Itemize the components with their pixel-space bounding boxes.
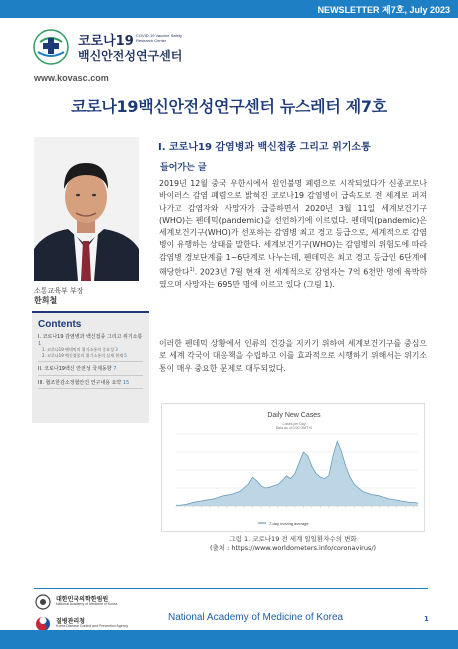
toc-page-number: 15	[122, 379, 130, 386]
toc-item[interactable]	[38, 334, 143, 362]
footnote-marker[interactable]: 1)	[189, 267, 195, 274]
center-logo	[32, 26, 222, 72]
paragraph-text: 2019년 12월 중국 우한시에서 원인불명 폐렴으로 시작되었다가 신종코로나바이러스 감염 폐렴으로 밝혀진 코로나19 감염병이 급속도로 전 세계로 퍼져나가고 감염자와 사망자가 급증하면서 2020년 3월 11일 세계보건기구(WHO)는 펜데믹(pandemic)을 선언하기에 이르렀다. 펜데믹(pandemic)은 세계보건기구(WHO)가 선포하는 감염병 최고 경고 등급으로, 세계적으로 감염병이 유행하는 상태를 말한다. 세계보건기구(WHO)는 감염병의 위험도에 따라 감염병 경보단계를 1~6단계로 나누는데, 펜데믹은 최고 경고 등급인 6단계에 해당한다	[159, 179, 427, 277]
logo-name-line1: 코로나19	[78, 34, 134, 49]
toc-page-number: 5	[124, 353, 127, 358]
chart-plot-area	[176, 441, 418, 506]
toc-subitem-label: 2. 코로나19 백신접종의 위기소통의 실제 현재	[42, 353, 123, 358]
page-title: 코로나19백신안전성연구센터 뉴스레터 제7호	[71, 97, 387, 116]
intro-subhead: 들어가는 글	[160, 163, 207, 173]
figure-caption	[158, 535, 428, 553]
footer-academy-name: National Academy of Medicine of Korea	[168, 612, 344, 623]
figure-caption-source[interactable]: (출처 : https://www.worldometers.info/coronavirus/)	[209, 544, 377, 552]
top-banner	[0, 0, 458, 18]
toc-item-label: II. 코로나19백신 안전성 국제동향	[38, 366, 112, 372]
chart-svg	[162, 404, 426, 533]
toc-page-number: 3	[115, 347, 118, 352]
toc-page-number: 1	[38, 340, 42, 347]
footer-divider	[34, 588, 428, 589]
chart-title: Daily New Cases	[267, 412, 321, 419]
toc-item[interactable]	[38, 380, 143, 390]
toc-subitem[interactable]	[38, 353, 143, 359]
toc-item-label: III. 협조한감소정협안건 연구내용 요약	[38, 379, 122, 386]
author-photo	[34, 137, 139, 281]
org-namok	[34, 593, 144, 611]
toc-item[interactable]	[38, 366, 143, 376]
toc-page-number: 7	[113, 366, 117, 372]
contents-heading: Contents	[38, 319, 82, 330]
author-name: 한희철	[34, 296, 58, 305]
paragraph-text: . 2023년 7월 현재 전 세계적으로 감염자는 7억 6천만 명에 육박하였으며 사망자는 695만 명에 이르고 있다 (그림 1).	[159, 267, 427, 289]
toc-item-label: I. 코로나19 감염병과 백신접종 그리고 위기소통	[38, 334, 143, 340]
section-title: I. 코로나19 감염병과 백신접종 그리고 위기소통	[158, 142, 371, 153]
toc-subitem-label: 1. 코로나19 팬데믹의 위기소통의 중요성	[42, 347, 114, 352]
article-paragraph-2: 이러한 펜데믹 상황에서 인류의 건강을 지키기 위하여 세계보건기구를 중심으로 세계 각국이 대응책을 수립하고 이를 효과적으로 시행하기 위해서는 위기소통이 매우 중요한 문제로 대두되었다.	[159, 339, 427, 373]
website-url[interactable]: www.kovasc.com	[34, 73, 109, 83]
contents-box	[32, 311, 149, 423]
author-position: 소통교육부 부장	[34, 287, 84, 295]
chart-subtitle: Cases per Day Data as of 0:00 GMT+0	[275, 422, 313, 430]
org1-english-name: National Academy of Medicine of Korea	[56, 602, 118, 606]
page-number: 1	[424, 615, 429, 623]
chart-legend	[258, 521, 309, 526]
org2-english-name: Korea Disease Control and Prevention Agency	[56, 624, 129, 628]
chart-x-ticks	[176, 506, 418, 508]
logo-name-line2: 백신안전성연구센터	[78, 49, 183, 63]
author-caption	[34, 287, 84, 305]
vaccine-center-emblem-icon	[32, 28, 70, 66]
bottom-banner	[0, 630, 458, 649]
legend-label: 7-day moving average	[269, 521, 309, 526]
org2-name: 질병관리청	[56, 618, 85, 625]
issue-label: NEWSLETTER 제7호, July 2023	[317, 5, 450, 15]
logo-english-name: COVID-19 Vaccine Safety Research Center	[136, 33, 182, 43]
daily-cases-chart	[161, 403, 425, 532]
academy-logo-icon	[34, 593, 52, 611]
article-paragraph-1	[159, 178, 427, 291]
org1-name: 대한민국의학한림원	[56, 596, 109, 603]
figure-caption-title: 그림 1. 코로나19 전 세계 일일환자수의 변화	[229, 535, 357, 543]
